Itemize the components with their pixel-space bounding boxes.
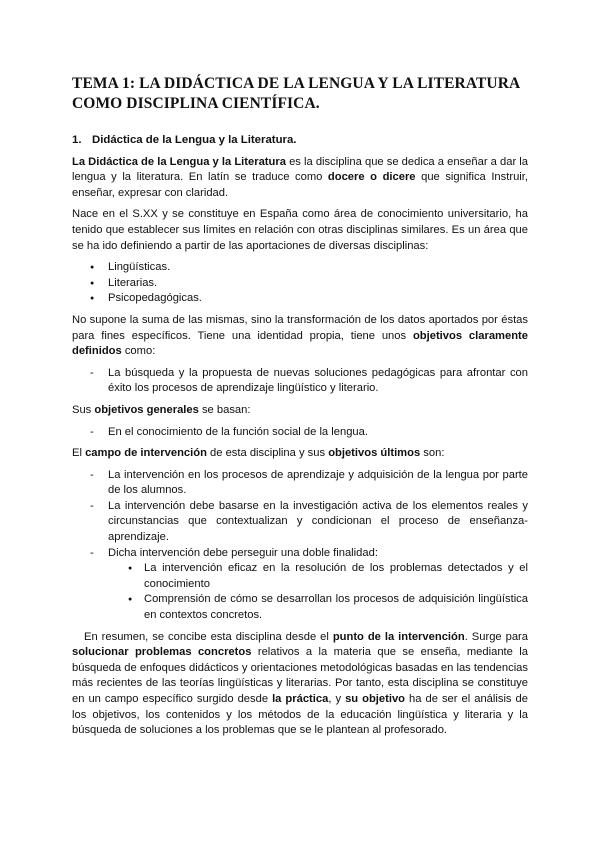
list-item: - La intervención en los procesos de aprendizaje y adquisición de la lengua por parte de los alumnos.: [72, 468, 528, 499]
dual-purpose-list: [108, 561, 528, 623]
document-body: [72, 133, 528, 745]
bold-text: la práctica: [272, 693, 329, 705]
disciplines-list: [72, 260, 528, 307]
paragraph-intervention-field: [72, 446, 528, 462]
bold-text: La Didáctica de la Lengua y la Literatura: [72, 155, 286, 168]
title-line-1: TEMA 1: LA DIDÁCTICA DE LA LENGUA Y LA LITERATURA: [72, 75, 521, 92]
bold-text: objetivos claramente definidos: [72, 329, 528, 358]
section-heading: [72, 133, 528, 149]
list-item: - La intervención debe basarse en la investigación activa de los elementos reales y circunstancias que contextualizan y condicionan el proceso de enseñanza-aprendizaje.: [72, 499, 528, 546]
bold-text: su objetivo: [345, 693, 406, 705]
text-run: , y: [328, 693, 346, 705]
text-run: como:: [121, 345, 156, 358]
paragraph-origin: Nace en el S.XX y se constituye en España como área de conocimiento universitario, ha tenido que establecer sus límites en relación con otras disciplinas similares. Es un área que se ha ido definiendo a partir de las aportaciones de diversas disciplinas:: [72, 208, 528, 252]
list-item: ● La intervención eficaz en la resolución de los problemas detectados y el conocimiento: [108, 561, 528, 592]
general-objectives-list: [72, 425, 528, 441]
text-run: El: [72, 447, 86, 460]
intervention-list: [72, 468, 528, 624]
paragraph-general-objectives: [72, 403, 528, 419]
paragraph-identity: [72, 313, 528, 360]
bold-text: objetivos últimos: [328, 447, 421, 460]
title-line-2: COMO DISCIPLINA CIENTÍFICA.: [72, 95, 320, 112]
text-run: En resumen, se concibe esta disciplina desde el: [84, 630, 333, 643]
text-run: No supone la suma de las mismas, sino la transformación de los datos aportados por éstas para fines específicos. Tiene una identidad propia, tiene unos: [72, 313, 528, 342]
bold-text: solucionar problemas concretos: [72, 646, 252, 659]
paragraph-definition: [72, 155, 528, 202]
list-item: - En el conocimiento de la función social de la lengua.: [72, 425, 528, 441]
section-number: 1.: [72, 134, 82, 146]
text-run: . Surge para: [464, 630, 528, 643]
text-run: es la disciplina que se dedica a enseñar a dar la lengua y la literatura. En latín se traduce como: [72, 155, 528, 184]
list-item: ● Comprensión de cómo se desarrollan los procesos de adquisición lingüística en contextos concretos.: [108, 592, 528, 623]
list-item-text: Dicha intervención debe perseguir una doble finalidad:: [108, 546, 378, 559]
list-item: [72, 546, 528, 624]
list-item: - La búsqueda y la propuesta de nuevas soluciones pedagógicas para afrontar con éxito los procesos de aprendizaje lingüístico y literario.: [72, 366, 528, 397]
paragraph-summary: [72, 630, 528, 739]
text-run: Sus: [72, 403, 95, 416]
bold-text: docere o dicere: [327, 171, 416, 184]
text-run: que significa Instruir, enseñar, expresar con claridad.: [72, 171, 529, 199]
list-item: ● Literarias.: [72, 276, 528, 292]
text-run: son:: [420, 447, 445, 460]
text-run: relativos a la materia que se enseña, mediante la búsqueda de enfoques didácticos y orientaciones metodológicas basadas en las tendencias más recientes de las teorías lingüísticas y literarias. Por tanto, esta disciplina se constituye en un campo específico surgido desde: [72, 646, 528, 705]
text-run: ha de ser el análisis de los objetivos, los contenidos y los métodos de la educación lingüística y literaria y la búsqueda de soluciones a los problemas que se le plantean al profesorado.: [72, 693, 528, 737]
list-item: ● Psicopedagógicas.: [72, 291, 528, 307]
section-heading-text: Didáctica de la Lengua y la Literatura.: [92, 134, 297, 146]
document-title: [72, 74, 542, 114]
defined-objectives-list: [72, 366, 528, 397]
text-run: de esta disciplina y sus: [206, 447, 329, 460]
list-item: ● Lingüísticas.: [72, 260, 528, 276]
text-run: se basan:: [198, 403, 251, 416]
bold-text: objetivos generales: [94, 403, 199, 416]
bold-text: campo de intervención: [85, 447, 207, 460]
bold-text: punto de la intervención: [332, 630, 465, 643]
